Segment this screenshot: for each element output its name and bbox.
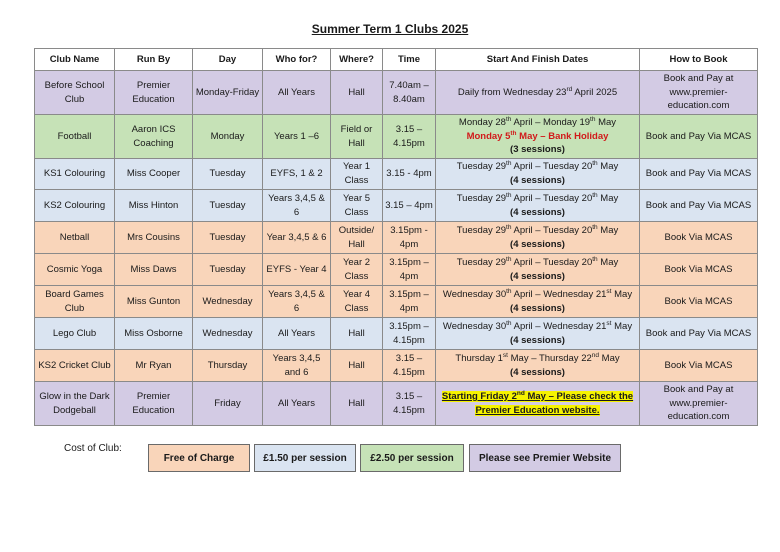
run-by-cell: Mrs Cousins bbox=[115, 222, 193, 254]
time-cell: 3.15pm – 4pm bbox=[383, 286, 436, 318]
header-who-for: Who for? bbox=[263, 49, 331, 71]
legend-label: Cost of Club: bbox=[64, 443, 122, 454]
sessions-count: (4 sessions) bbox=[510, 334, 565, 346]
legend-item: Free of Charge bbox=[148, 444, 250, 472]
run-by-cell: Miss Daws bbox=[115, 254, 193, 286]
dates-cell bbox=[436, 159, 640, 190]
dates-range: Tuesday 29th April – Tuesday 20th May bbox=[456, 191, 619, 204]
where-cell: Hall bbox=[331, 318, 383, 350]
where-cell: Field or Hall bbox=[331, 115, 383, 159]
club-name-cell: KS2 Colouring bbox=[35, 190, 115, 222]
bank-holiday-note: Monday 5th May – Bank Holiday bbox=[466, 129, 609, 142]
time-cell: 3.15pm – 4.15pm bbox=[383, 318, 436, 350]
header-run-by: Run By bbox=[115, 49, 193, 71]
who-for-cell: All Years bbox=[263, 318, 331, 350]
who-for-cell: Year 3,4,5 & 6 bbox=[263, 222, 331, 254]
day-cell: Tuesday bbox=[193, 254, 263, 286]
dates-cell bbox=[436, 286, 640, 318]
how-to-book-cell: Book Via MCAS bbox=[640, 350, 758, 382]
table-row bbox=[35, 190, 758, 222]
where-cell: Hall bbox=[331, 71, 383, 115]
who-for-cell: EYFS, 1 & 2 bbox=[263, 159, 331, 190]
who-for-cell: Years 1 –6 bbox=[263, 115, 331, 159]
time-cell: 3.15pm – 4pm bbox=[383, 254, 436, 286]
dates-cell bbox=[436, 190, 640, 222]
dates-cell bbox=[436, 318, 640, 350]
time-cell: 3.15 – 4.15pm bbox=[383, 382, 436, 426]
table-row bbox=[35, 115, 758, 159]
who-for-cell: Years 3,4,5 & 6 bbox=[263, 286, 331, 318]
club-name-cell: Netball bbox=[35, 222, 115, 254]
table-row bbox=[35, 71, 758, 115]
time-cell: 3.15 – 4pm bbox=[383, 190, 436, 222]
day-cell: Tuesday bbox=[193, 190, 263, 222]
club-name-cell: Football bbox=[35, 115, 115, 159]
day-cell: Friday bbox=[193, 382, 263, 426]
dates-range: Thursday 1st May – Thursday 22nd May bbox=[455, 351, 620, 364]
where-cell: Outside/ Hall bbox=[331, 222, 383, 254]
sessions-count: (4 sessions) bbox=[510, 270, 565, 282]
who-for-cell: EYFS - Year 4 bbox=[263, 254, 331, 286]
run-by-cell: Mr Ryan bbox=[115, 350, 193, 382]
dates-range: Tuesday 29th April – Tuesday 20th May bbox=[456, 160, 619, 173]
run-by-cell: Miss Osborne bbox=[115, 318, 193, 350]
day-cell: Wednesday bbox=[193, 286, 263, 318]
page-title: Summer Term 1 Clubs 2025 bbox=[311, 22, 469, 36]
how-to-book-cell: Book Via MCAS bbox=[640, 222, 758, 254]
table-row bbox=[35, 254, 758, 286]
dates-range: Tuesday 29th April – Tuesday 20th May bbox=[456, 255, 619, 268]
dates-range: Monday 28th April – Monday 19th May bbox=[458, 115, 617, 128]
dates-range: Daily from Wednesday 23rd April 2025 bbox=[457, 85, 618, 98]
day-cell: Monday-Friday bbox=[193, 71, 263, 115]
run-by-cell: Premier Education bbox=[115, 382, 193, 426]
legend-item: Please see Premier Website bbox=[469, 444, 621, 472]
header-day: Day bbox=[193, 49, 263, 71]
who-for-cell: Years 3,4,5 & 6 bbox=[263, 190, 331, 222]
time-cell: 7.40am – 8.40am bbox=[383, 71, 436, 115]
table-row bbox=[35, 382, 758, 426]
how-to-book-cell: Book and Pay Via MCAS bbox=[640, 159, 758, 190]
table-row bbox=[35, 222, 758, 254]
run-by-cell: Miss Cooper bbox=[115, 159, 193, 190]
club-name-cell: KS2 Cricket Club bbox=[35, 350, 115, 382]
where-cell: Year 2 Class bbox=[331, 254, 383, 286]
how-to-book-cell: Book and Pay at www.premier-education.com bbox=[640, 71, 758, 115]
sessions-count: (4 sessions) bbox=[510, 175, 565, 186]
run-by-cell: Premier Education bbox=[115, 71, 193, 115]
where-cell: Hall bbox=[331, 382, 383, 426]
header-time: Time bbox=[383, 49, 436, 71]
run-by-cell: Miss Gunton bbox=[115, 286, 193, 318]
header-dates: Start And Finish Dates bbox=[436, 49, 640, 71]
where-cell: Year 1 Class bbox=[331, 159, 383, 190]
how-to-book-cell: Book and Pay Via MCAS bbox=[640, 115, 758, 159]
sessions-count: (4 sessions) bbox=[510, 238, 565, 250]
day-cell: Tuesday bbox=[193, 159, 263, 190]
club-name-cell: Cosmic Yoga bbox=[35, 254, 115, 286]
time-cell: 3.15 - 4pm bbox=[383, 159, 436, 190]
table-row bbox=[35, 318, 758, 350]
dates-range: Wednesday 30th April – Wednesday 21st May bbox=[442, 287, 633, 300]
header-club-name: Club Name bbox=[35, 49, 115, 71]
club-name-cell: Glow in the Dark Dodgeball bbox=[35, 382, 115, 426]
dates-cell bbox=[436, 71, 640, 115]
how-to-book-cell: Book and Pay at www.premier-education.com bbox=[640, 382, 758, 426]
club-name-cell: Before School Club bbox=[35, 71, 115, 115]
run-by-cell: Miss Hinton bbox=[115, 190, 193, 222]
sessions-count: (4 sessions) bbox=[510, 302, 565, 314]
who-for-cell: All Years bbox=[263, 382, 331, 426]
how-to-book-cell: Book Via MCAS bbox=[640, 286, 758, 318]
time-cell: 3.15pm - 4pm bbox=[383, 222, 436, 254]
where-cell: Hall bbox=[331, 350, 383, 382]
table-header-row bbox=[35, 49, 758, 71]
who-for-cell: All Years bbox=[263, 71, 331, 115]
legend-item: £2.50 per session bbox=[360, 444, 464, 472]
how-to-book-cell: Book and Pay Via MCAS bbox=[640, 190, 758, 222]
table-row bbox=[35, 350, 758, 382]
dates-range: Tuesday 29th April – Tuesday 20th May bbox=[456, 223, 619, 236]
dates-cell bbox=[436, 222, 640, 254]
dates-cell bbox=[436, 382, 640, 426]
table-row bbox=[35, 159, 758, 190]
table-row bbox=[35, 286, 758, 318]
sessions-count: (4 sessions) bbox=[510, 366, 565, 378]
header-how-to-book: How to Book bbox=[640, 49, 758, 71]
dates-range: Wednesday 30th April – Wednesday 21st May bbox=[442, 319, 633, 332]
day-cell: Wednesday bbox=[193, 318, 263, 350]
sessions-count: (4 sessions) bbox=[510, 206, 565, 218]
time-cell: 3.15 – 4.15pm bbox=[383, 350, 436, 382]
sessions-count: (3 sessions) bbox=[510, 144, 565, 156]
dates-cell bbox=[436, 115, 640, 159]
day-cell: Thursday bbox=[193, 350, 263, 382]
run-by-cell: Aaron ICS Coaching bbox=[115, 115, 193, 159]
highlight-note: Starting Friday 2nd May – Please check the Premier Education website. bbox=[441, 389, 634, 416]
header-where: Where? bbox=[331, 49, 383, 71]
club-name-cell: KS1 Colouring bbox=[35, 159, 115, 190]
day-cell: Monday bbox=[193, 115, 263, 159]
how-to-book-cell: Book and Pay Via MCAS bbox=[640, 318, 758, 350]
where-cell: Year 4 Class bbox=[331, 286, 383, 318]
clubs-table bbox=[34, 48, 758, 426]
time-cell: 3.15 – 4.15pm bbox=[383, 115, 436, 159]
where-cell: Year 5 Class bbox=[331, 190, 383, 222]
club-name-cell: Board Games Club bbox=[35, 286, 115, 318]
day-cell: Tuesday bbox=[193, 222, 263, 254]
who-for-cell: Years 3,4,5 and 6 bbox=[263, 350, 331, 382]
legend-item: £1.50 per session bbox=[254, 444, 356, 472]
dates-cell bbox=[436, 350, 640, 382]
how-to-book-cell: Book Via MCAS bbox=[640, 254, 758, 286]
club-name-cell: Lego Club bbox=[35, 318, 115, 350]
dates-cell bbox=[436, 254, 640, 286]
